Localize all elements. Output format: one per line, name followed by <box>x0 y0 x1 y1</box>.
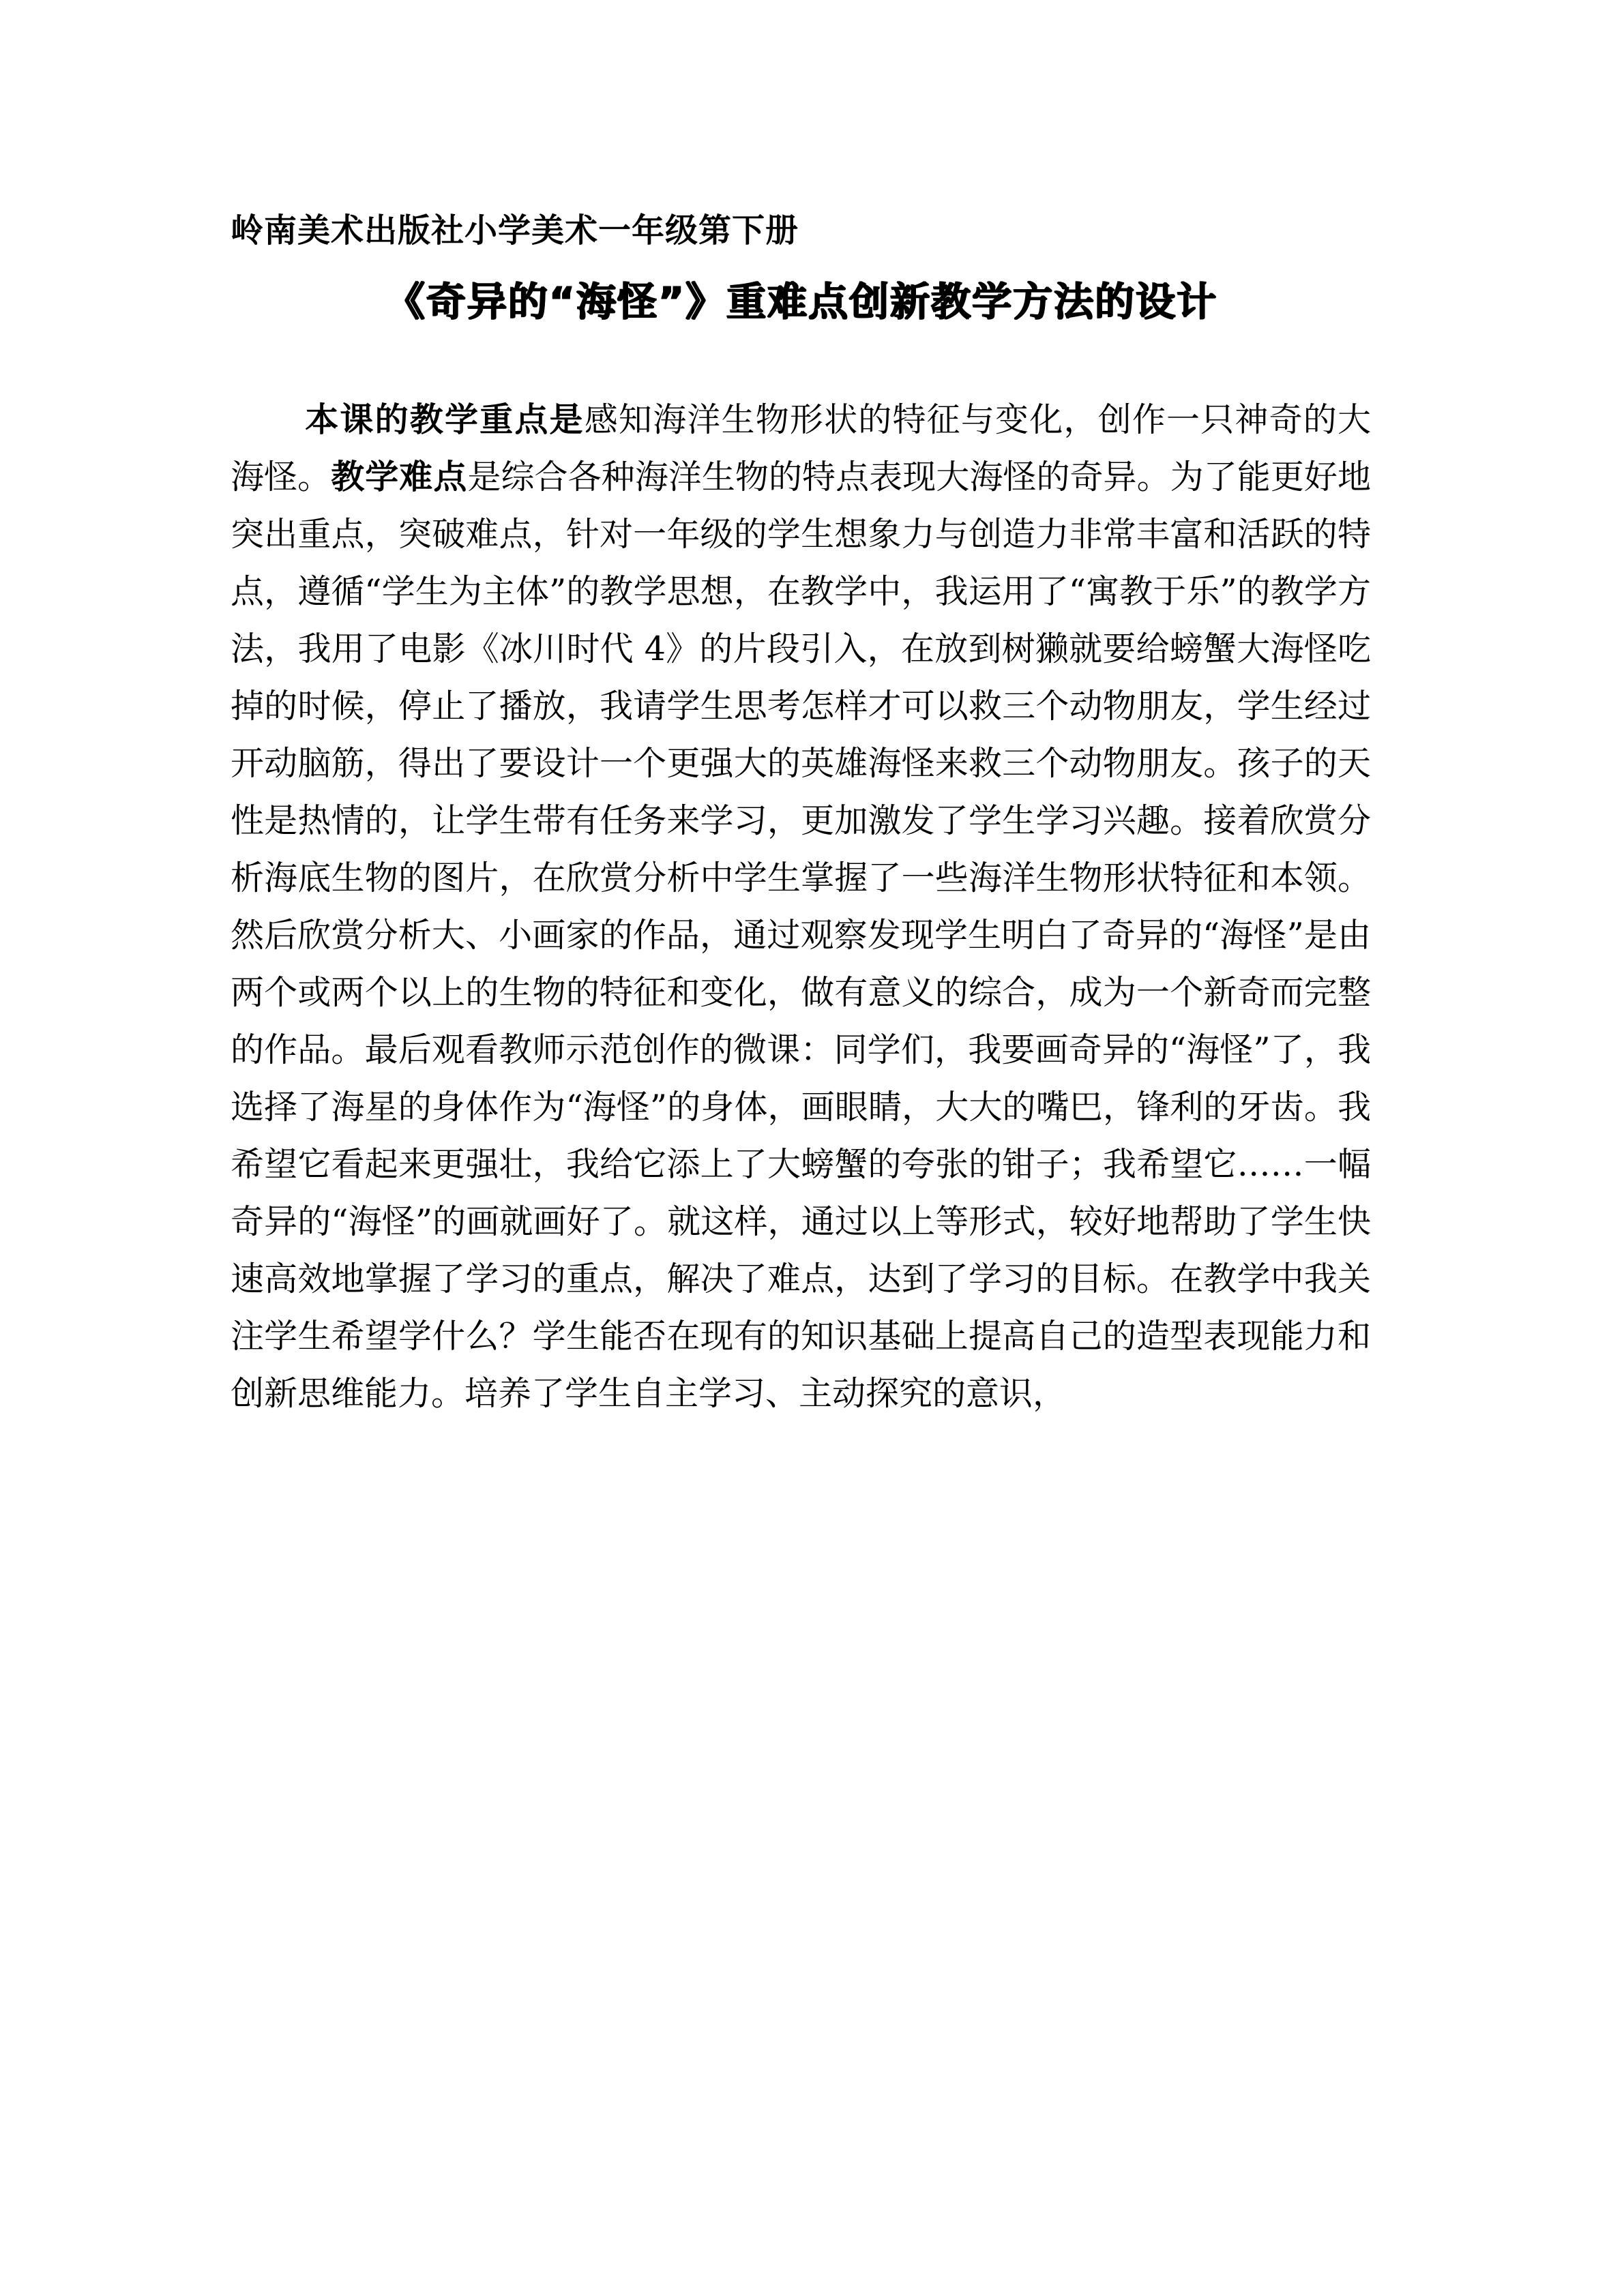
body-run-1: 感知海洋生物形状的特征与变化，创作一只神奇的大海怪。 <box>231 400 1371 497</box>
bold-run-teaching-focus: 本课的教学重点是 <box>304 400 585 440</box>
body-paragraph <box>231 391 1371 1422</box>
document-header-line: 岭南美术出版社小学美术一年级第下册 <box>231 211 799 250</box>
page-content-column <box>231 0 1371 1456</box>
body-run-2: 是综合各种海洋生物的特点表现大海怪的奇异。为了能更好地突出重点，突破难点，针对一年级的学生想象力与创造力非常丰富和活跃的特点，遵循“学生为主体”的教学思想，在教学中，我运用了“寓教于乐”的教学方法，我用了电影《冰川时代 4》的片段引入，在放到树獭就要给螃蟹大海怪吃掉的时候，停止了播放，我请学生思考怎样才可以救三个动物朋友，学生经过开动脑筋，得出了要设计一个更强大的英雄海怪来救三个动物朋友。孩子的天性是热情的，让学生带有任务来学习，更加激发了学生学习兴趣。接着欣赏分析海底生物的图片，在欣赏分析中学生掌握了一些海洋生物形状特征和本领。然后欣赏分析大、小画家的作品，通过观察发现学生明白了奇异的“海怪”是由两个或两个以上的生物的特征和变化，做有意义的综合，成为一个新奇而完整的作品。最后观看教师示范创作的微课：同学们，我要画奇异的“海怪”了，我选择了海星的身体作为“海怪”的身体，画眼睛，大大的嘴巴，锋利的牙齿。我希望它看起来更强壮，我给它添上了大螃蟹的夸张的钳子；我希望它……一幅奇异的“海怪”的画就画好了。就这样，通过以上等形式，较好地帮助了学生快速高效地掌握了学习的重点，解决了难点，达到了学习的目标。在教学中我关注学生希望学什么？学生能否在现有的知识基础上提高自己的造型表现能力和创新思维能力。培养了学生自主学习、主动探究的意识， <box>231 458 1371 1414</box>
bold-run-teaching-difficulty: 教学难点 <box>331 458 468 497</box>
page-title: 《奇异的“海怪”》重难点创新教学方法的设计 <box>384 278 1217 325</box>
